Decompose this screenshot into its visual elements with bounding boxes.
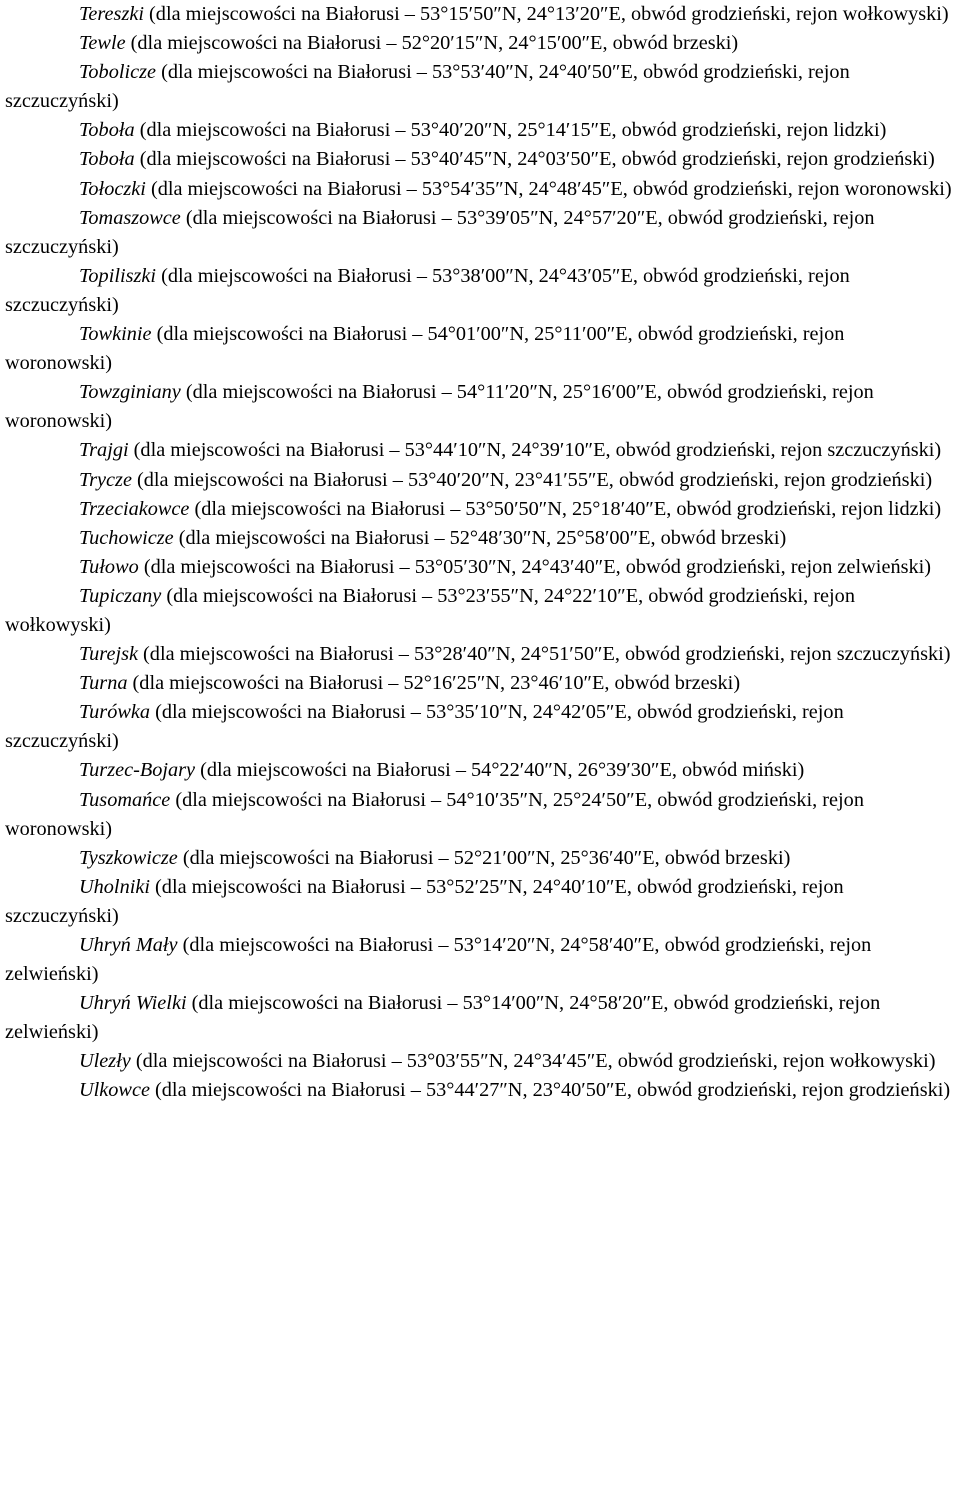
entry-description: (dla miejscowości na Białorusi – 52°21′00″N, 25°36′40″E, obwód brzeski): [177, 846, 791, 869]
entry-description: (dla miejscowości na Białorusi – 53°14′00″N, 24°58′20″E, obwód grodzieński, rejon zelwieński): [5, 992, 881, 1044]
list-item: [5, 145, 954, 174]
entry-description: (dla miejscowości na Białorusi – 53°40′45″N, 24°03′50″E, obwód grodzieński, rejon grodzieński): [134, 148, 935, 171]
entry-name: Ulezły: [79, 1050, 131, 1073]
list-item: [5, 1047, 954, 1076]
entry-name: Turówka: [79, 701, 151, 724]
list-item: [5, 204, 954, 262]
list-item: [5, 873, 954, 931]
entry-description: (dla miejscowości na Białorusi – 52°20′15″N, 24°15′00″E, obwód brzeski): [125, 32, 739, 55]
entry-list: [5, 0, 954, 1106]
entry-text: [5, 698, 954, 756]
entry-text: [5, 29, 954, 58]
entry-description: (dla miejscowości na Białorusi – 53°14′20″N, 24°58′40″E, obwód grodzieński, rejon zelwieński): [5, 934, 872, 986]
entry-description: (dla miejscowości na Białorusi – 53°38′00″N, 24°43′05″E, obwód grodzieński, rejon szczuczyński): [5, 264, 850, 316]
entry-name: Toboła: [79, 119, 135, 142]
entry-text: [5, 873, 954, 931]
entry-text: [5, 669, 954, 698]
entry-text: [5, 756, 954, 785]
entry-text: [5, 466, 954, 495]
entry-description: (dla miejscowości na Białorusi – 53°28′40″N, 24°51′50″E, obwód grodzieński, rejon szczuczyński): [137, 643, 951, 666]
entry-text: [5, 175, 954, 204]
entry-text: [5, 378, 954, 436]
entry-text: [5, 204, 954, 262]
entry-name: Trycze: [79, 468, 132, 491]
entry-name: Tewle: [79, 32, 126, 55]
entry-name: Uhryń Wielki: [79, 992, 187, 1015]
entry-text: [5, 116, 954, 145]
entry-name: Tuchowicze: [79, 526, 174, 549]
entry-description: (dla miejscowości na Białorusi – 54°11′20″N, 25°16′00″E, obwód grodzieński, rejon woronowski): [5, 381, 874, 433]
list-item: [5, 29, 954, 58]
entry-name: Turzec-Bojary: [79, 759, 196, 782]
entry-name: Tomaszowce: [79, 206, 181, 229]
list-item: [5, 989, 954, 1047]
entry-name: Uhryń Mały: [79, 934, 178, 956]
entry-text: [5, 844, 954, 873]
entry-text: [5, 553, 954, 582]
entry-name: Turna: [79, 672, 128, 695]
entry-name: Toboła: [79, 148, 135, 171]
entry-description: (dla miejscowości na Białorusi – 53°44′27″N, 23°40′50″E, obwód grodzieński, rejon grodzieński): [149, 1079, 951, 1102]
entry-name: Turejsk: [79, 643, 138, 666]
list-item: [5, 844, 954, 873]
list-item: [5, 553, 954, 582]
entry-name: Towzginiany: [79, 381, 181, 404]
entry-text: [5, 0, 954, 29]
list-item: [5, 1076, 954, 1105]
entry-text: [5, 931, 954, 989]
entry-description: (dla miejscowości na Białorusi – 53°39′05″N, 24°57′20″E, obwód grodzieński, rejon szczuczyński): [5, 206, 875, 258]
entry-text: [5, 1047, 954, 1076]
list-item: [5, 175, 954, 204]
entry-description: (dla miejscowości na Białorusi – 53°44′10″N, 24°39′10″E, obwód grodzieński, rejon szczuczyński): [128, 439, 942, 462]
entry-text: [5, 495, 954, 524]
entry-text: [5, 58, 954, 116]
entry-name: Topiliszki: [79, 264, 157, 287]
list-item: [5, 756, 954, 785]
list-item: [5, 640, 954, 669]
entry-description: (dla miejscowości na Białorusi – 53°05′30″N, 24°43′40″E, obwód grodzieński, rejon zelwieński): [138, 555, 932, 578]
entry-text: [5, 145, 954, 174]
entry-name: Ulkowce: [79, 1079, 150, 1102]
entry-description: (dla miejscowości na Białorusi – 54°01′00″N, 25°11′00″E, obwód grodzieński, rejon woronowski): [5, 323, 845, 375]
entry-description: (dla miejscowości na Białorusi – 52°16′25″N, 23°46′10″E, obwód brzeski): [127, 672, 741, 695]
list-item: [5, 466, 954, 495]
entry-text: [5, 640, 954, 669]
entry-text: [5, 320, 954, 378]
entry-name: Towkinie: [79, 323, 152, 346]
entry-description: (dla miejscowości na Białorusi – 53°40′20″N, 25°14′15″E, obwód grodzieński, rejon lidzki): [134, 119, 887, 142]
entry-name: Trajgi: [79, 439, 129, 462]
entry-description: (dla miejscowości na Białorusi – 52°48′30″N, 25°58′00″E, obwód brzeski): [173, 526, 787, 549]
entry-description: (dla miejscowości na Białorusi – 53°15′50″N, 24°13′20″E, obwód grodzieński, rejon wołkowyski): [143, 3, 949, 25]
list-item: [5, 0, 954, 29]
list-item: [5, 931, 954, 989]
list-item: [5, 786, 954, 844]
list-item: [5, 698, 954, 756]
entry-description: (dla miejscowości na Białorusi – 53°03′55″N, 24°34′45″E, obwód grodzieński, rejon wołkowyski): [130, 1050, 936, 1073]
list-item: [5, 58, 954, 116]
entry-name: Tułowo: [79, 555, 139, 578]
entry-name: Tyszkowicze: [79, 846, 178, 869]
entry-name: Uholniki: [79, 875, 150, 898]
list-item: [5, 524, 954, 553]
entry-description: (dla miejscowości na Białorusi – 53°23′55″N, 24°22′10″E, obwód grodzieński, rejon wołkowyski): [5, 584, 855, 636]
entry-text: [5, 524, 954, 553]
entry-description: (dla miejscowości na Białorusi – 53°50′50″N, 25°18′40″E, obwód grodzieński, rejon lidzki): [189, 497, 942, 520]
entry-text: [5, 262, 954, 320]
entry-name: Tusomańce: [79, 788, 171, 811]
entry-name: Tereszki: [79, 3, 144, 25]
entry-text: [5, 582, 954, 640]
list-item: [5, 262, 954, 320]
entry-description: (dla miejscowości na Białorusi – 53°35′10″N, 24°42′05″E, obwód grodzieński, rejon szczuczyński): [5, 701, 844, 753]
list-item: [5, 116, 954, 145]
entry-description: (dla miejscowości na Białorusi – 53°40′20″N, 23°41′55″E, obwód grodzieński, rejon grodzieński): [131, 468, 933, 491]
entry-text: [5, 436, 954, 465]
list-item: [5, 436, 954, 465]
list-item: [5, 378, 954, 436]
list-item: [5, 669, 954, 698]
list-item: [5, 320, 954, 378]
entry-text: [5, 989, 954, 1047]
list-item: [5, 582, 954, 640]
entry-name: Tupiczany: [79, 584, 162, 607]
entry-description: (dla miejscowości na Białorusi – 53°53′40″N, 24°40′50″E, obwód grodzieński, rejon szczuczyński): [5, 61, 850, 113]
entry-name: Trzeciakowce: [79, 497, 190, 520]
list-item: [5, 495, 954, 524]
entry-name: Tołoczki: [79, 177, 146, 200]
entry-name: Tobolicze: [79, 61, 157, 84]
entry-description: (dla miejscowości na Białorusi – 53°54′35″N, 24°48′45″E, obwód grodzieński, rejon woronowski): [145, 177, 952, 200]
entry-text: [5, 1076, 954, 1105]
entry-description: (dla miejscowości na Białorusi – 54°10′35″N, 25°24′50″E, obwód grodzieński, rejon woronowski): [5, 788, 864, 840]
entry-description: (dla miejscowości na Białorusi – 53°52′25″N, 24°40′10″E, obwód grodzieński, rejon szczuczyński): [5, 875, 844, 927]
entry-text: [5, 786, 954, 844]
entry-description: (dla miejscowości na Białorusi – 54°22′40″N, 26°39′30″E, obwód miński): [195, 759, 805, 782]
